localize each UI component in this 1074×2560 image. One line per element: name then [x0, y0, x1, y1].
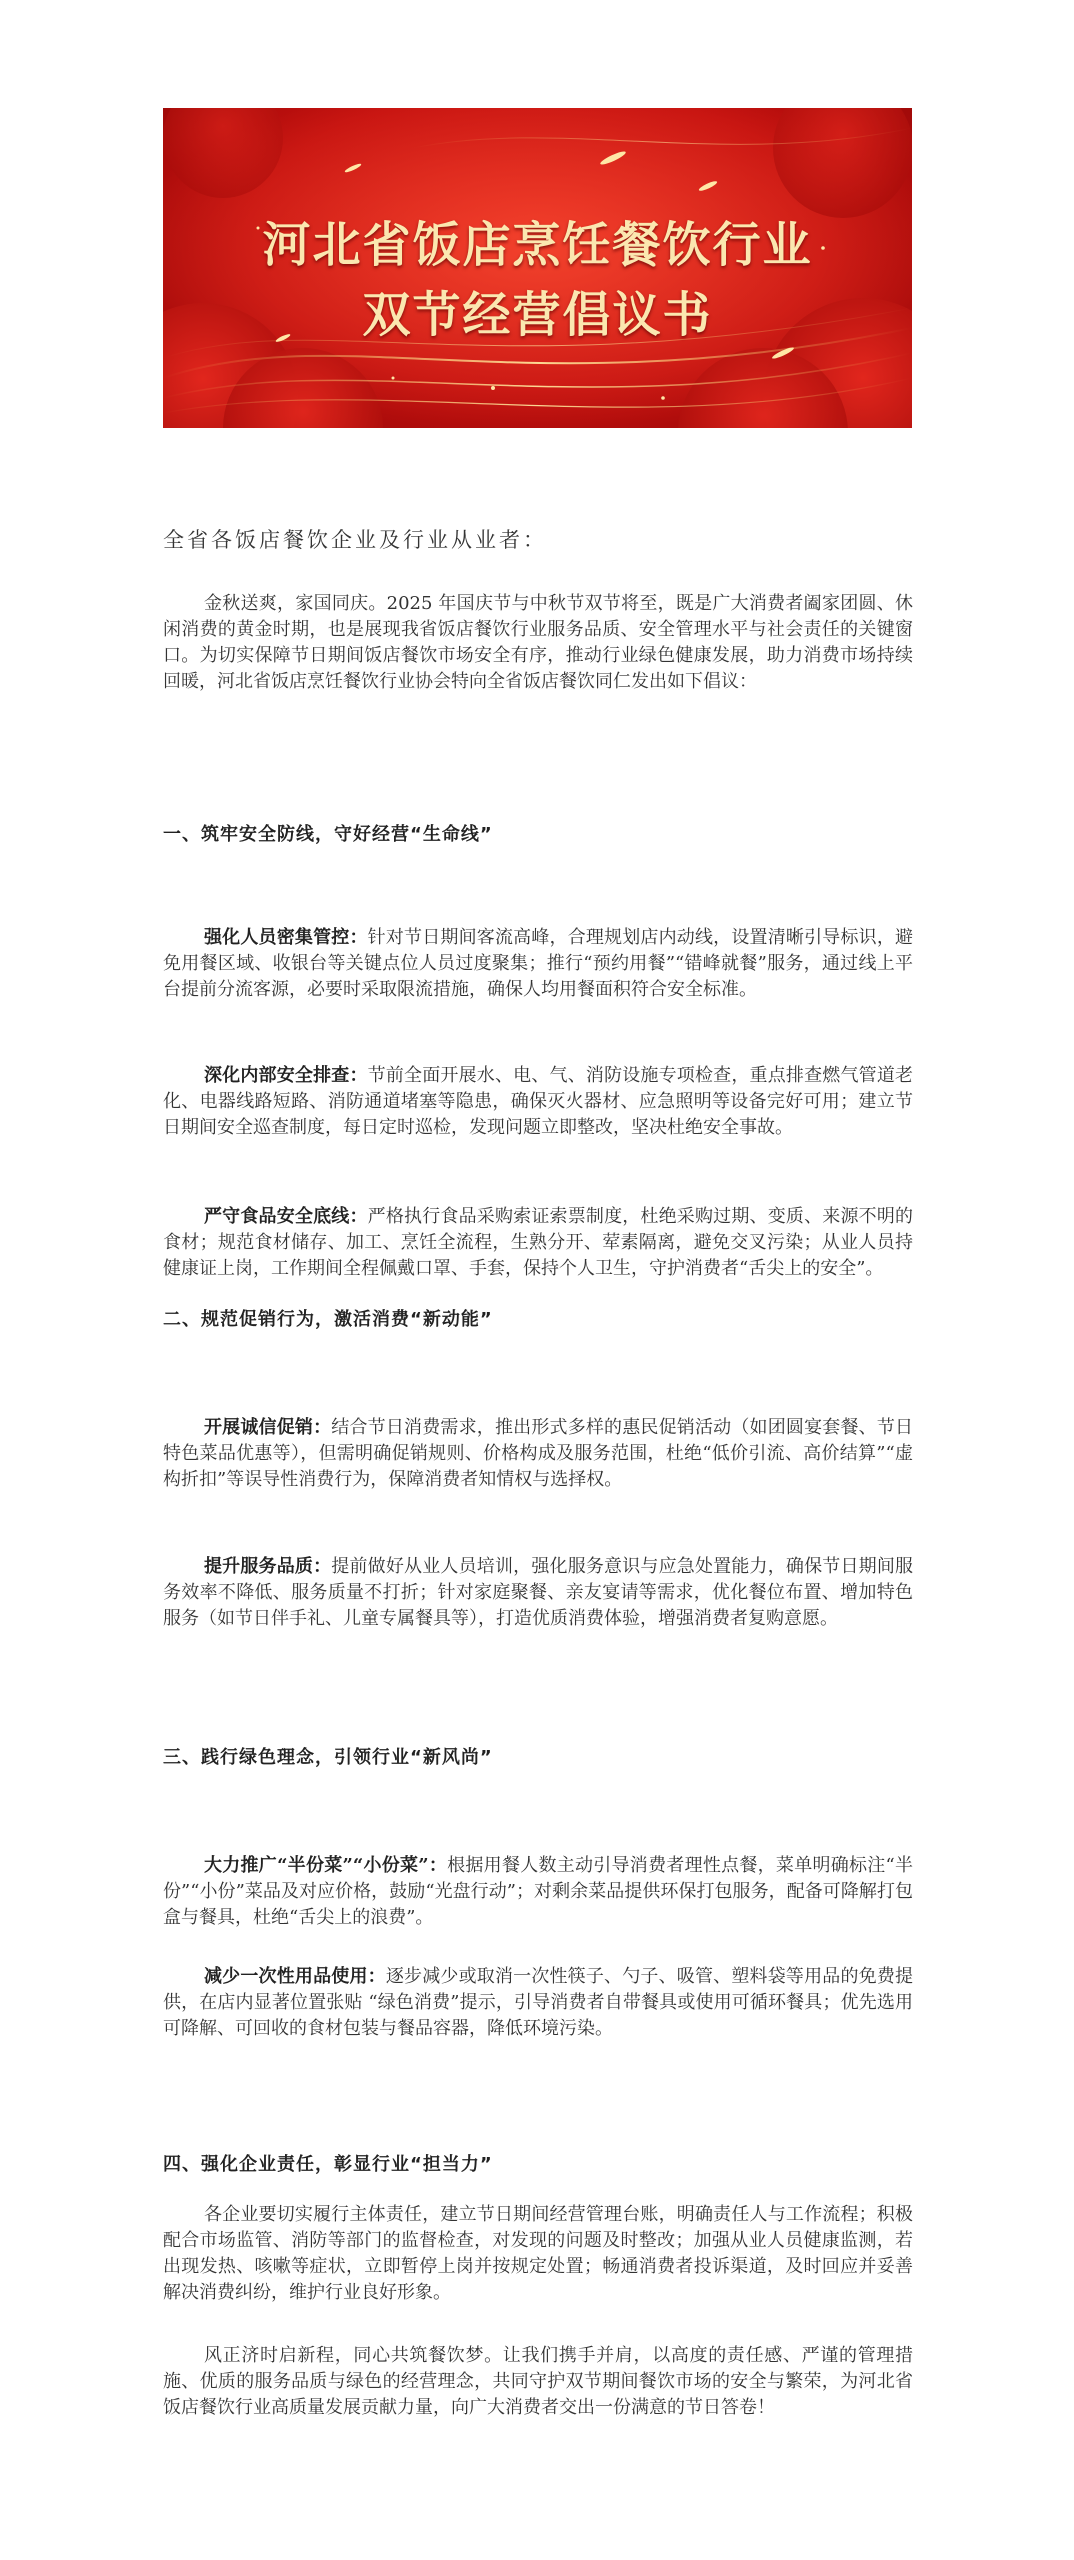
item-text: 根据用餐人数主动引导消费者理性点餐，菜单明确标注“半份”“小份”菜品及对应价格，鼓励“光盘行动”；对剩余菜品提供环保打包服务，配备可降解打包盒与餐具，杜绝“舌尖上的浪费”。 — [163, 1855, 913, 1928]
section-1-heading: 一、筑牢安全防线，守好经营“生命线” — [163, 824, 493, 845]
item-lead: 减少一次性用品使用： — [204, 1966, 386, 1987]
intro-paragraph: 金秋送爽，家国同庆。2025 年国庆节与中秋节双节将至，既是广大消费者阖家团圆、休闲消费的黄金时期，也是展现我省饭店餐饮行业服务品质、安全管理水平与社会责任的关键窗口。为切实保障节日期间饭店餐饮市场安全有序，推动行业绿色健康发展，助力消费市场持续回暖，河北省饭店烹饪餐饮行业协会特向全省饭店餐饮同仁发出如下倡议： — [163, 593, 913, 692]
section-4-heading: 四、强化企业责任，彰显行业“担当力” — [163, 2154, 493, 2175]
section-4-item-1 — [163, 2202, 913, 2306]
section-3-item-2 — [163, 1964, 913, 2042]
header-banner — [163, 108, 912, 428]
item-text: 逐步减少或取消一次性筷子、勺子、吸管、塑料袋等用品的免费提供，在店内显著位置张贴 “绿色消费”提示，引导消费者自带餐具或使用可循环餐具；优先选用可降解、可回收的食材包装与餐品容器，降低环境污染。 — [163, 1966, 913, 2039]
item-lead: 大力推广“半份菜”“小份菜”： — [204, 1855, 448, 1876]
banner-title-line2: 双节经营倡议书 — [362, 287, 713, 343]
item-text: 针对节日期间客流高峰，合理规划店内动线，设置清晰引导标识，避免用餐区域、收银台等关键点位人员过度聚集；推行“预约用餐”“错峰就餐”服务，通过线上平台提前分流客源，必要时采取限流措施，确保人均用餐面积符合安全标准。 — [163, 927, 914, 1000]
item-text: 节前全面开展水、电、气、消防设施专项检查，重点排查燃气管道老化、电器线路短路、消防通道堵塞等隐患，确保灭火器材、应急照明等设备完好可用；建立节日期间安全巡查制度，每日定时巡检，发现问题立即整改，坚决杜绝安全事故。 — [163, 1065, 914, 1138]
item-text: 提前做好从业人员培训，强化服务意识与应急处置能力，确保节日期间服务效率不降低、服务质量不打折；针对家庭聚餐、亲友宴请等需求，优化餐位布置、增加特色服务（如节日伴手礼、儿童专属餐具等），打造优质消费体验，增强消费者复购意愿。 — [163, 1556, 914, 1629]
section-1-item-2 — [163, 1063, 913, 1141]
section-1-item-3 — [163, 1204, 913, 1282]
item-lead: 深化内部安全排查： — [204, 1065, 368, 1086]
item-text: 结合节日消费需求，推出形式多样的惠民促销活动（如团圆宴套餐、节日特色菜品优惠等），但需明确促销规则、价格构成及服务范围，杜绝“低价引流、高价结算”“虚构折扣”等误导性消费行为，保障消费者知情权与选择权。 — [163, 1417, 914, 1490]
section-2-heading: 二、规范促销行为，激活消费“新动能” — [163, 1309, 493, 1330]
section-3-heading: 三、践行绿色理念，引领行业“新风尚” — [163, 1747, 493, 1768]
item-lead: 强化人员密集管控： — [204, 927, 368, 948]
item-lead: 开展诚信促销： — [204, 1417, 332, 1438]
salutation: 全省各饭店餐饮企业及行业从业者： — [163, 528, 547, 552]
section-3-item-1 — [163, 1853, 913, 1931]
section-1-item-1 — [163, 925, 913, 1003]
section-2-item-2 — [163, 1554, 913, 1632]
item-lead: 严守食品安全底线： — [204, 1206, 368, 1227]
item-text: 各企业要切实履行主体责任，建立节日期间经营管理台账，明确责任人与工作流程；积极配合市场监管、消防等部门的监督检查，对发现的问题及时整改；加强从业人员健康监测，若出现发热、咳嗽等症状，立即暂停上岗并按规定处置；畅通消费者投诉渠道，及时回应并妥善解决消费纠纷，维护行业良好形象。 — [163, 2204, 913, 2303]
item-text: 严格执行食品采购索证索票制度，杜绝采购过期、变质、来源不明的食材；规范食材储存、加工、烹饪全流程，生熟分开、荤素隔离，避免交叉污染；从业人员持健康证上岗，工作期间全程佩戴口罩、手套，保持个人卫生，守护消费者“舌尖上的安全”。 — [163, 1206, 914, 1279]
item-lead: 提升服务品质： — [204, 1556, 332, 1577]
banner-title-line1: 河北省饭店烹饪餐饮行业 — [262, 217, 813, 273]
closing-paragraph: 风正济时启新程，同心共筑餐饮梦。让我们携手并肩，以高度的责任感、严谨的管理措施、优质的服务品质与绿色的经营理念，共同守护双节期间餐饮市场的安全与繁荣，为河北省饭店餐饮行业高质量发展贡献力量，向广大消费者交出一份满意的节日答卷！ — [163, 2345, 913, 2418]
section-2-item-1 — [163, 1415, 913, 1493]
